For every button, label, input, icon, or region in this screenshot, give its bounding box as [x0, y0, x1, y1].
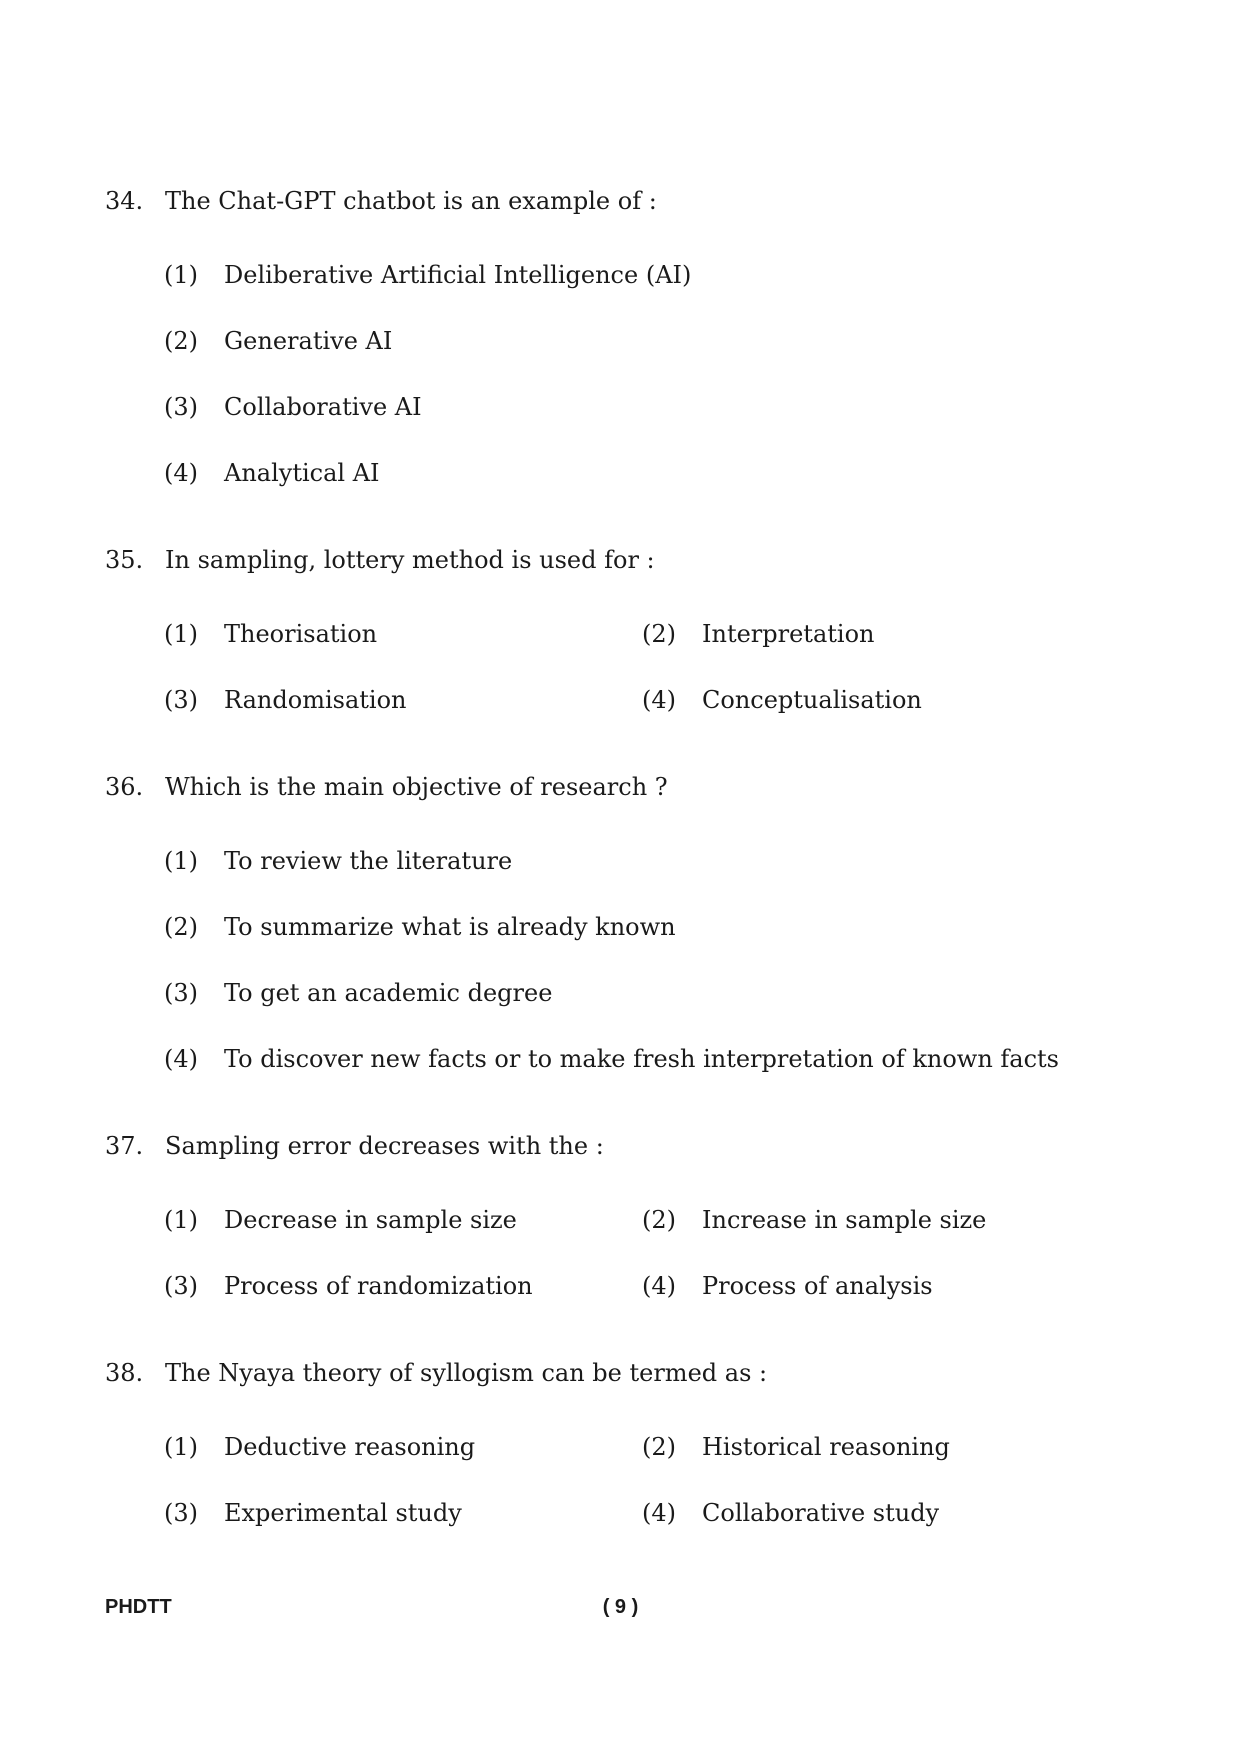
option-number: (1): [164, 620, 198, 648]
question-text: The Chat-GPT chatbot is an example of :: [165, 187, 657, 215]
option-text: Decrease in sample size: [224, 1206, 517, 1234]
paper-code: PHDTT: [105, 1596, 172, 1618]
option-number: (4): [164, 1045, 198, 1073]
question-38: [105, 1358, 767, 1388]
question-number: 36.: [105, 773, 144, 801]
option-text: To review the literature: [224, 847, 513, 875]
option-37-1: [164, 1205, 517, 1235]
option-38-2: [642, 1432, 950, 1462]
option-text: Theorisation: [224, 620, 378, 648]
option-38-4: [642, 1498, 939, 1528]
option-text: Deductive reasoning: [224, 1433, 476, 1461]
page-number: ( 9 ): [602, 1596, 639, 1618]
option-text: Deliberative Artificial Intelligence (AI): [224, 261, 692, 289]
option-text: Generative AI: [224, 327, 393, 355]
option-36-1: [164, 846, 512, 876]
question-number: 35.: [105, 546, 144, 574]
option-text: Analytical AI: [224, 459, 380, 487]
option-text: Conceptualisation: [702, 686, 922, 714]
option-35-4: [642, 685, 922, 715]
option-number: (2): [642, 620, 676, 648]
option-text: Randomisation: [224, 686, 407, 714]
option-number: (2): [642, 1206, 676, 1234]
question-number: 37.: [105, 1132, 144, 1160]
option-number: (4): [164, 459, 198, 487]
option-number: (3): [164, 393, 198, 421]
question-text: Which is the main objective of research ?: [165, 773, 668, 801]
option-text: Collaborative AI: [224, 393, 422, 421]
option-number: (3): [164, 1499, 198, 1527]
question-36: [105, 772, 668, 802]
option-35-2: [642, 619, 874, 649]
option-number: (3): [164, 979, 198, 1007]
question-text: The Nyaya theory of syllogism can be termed as :: [165, 1359, 768, 1387]
question-text: In sampling, lottery method is used for :: [165, 546, 655, 574]
option-35-3: [164, 685, 406, 715]
option-text: Increase in sample size: [702, 1206, 987, 1234]
option-text: To discover new facts or to make fresh interpretation of known facts: [224, 1045, 1059, 1073]
question-37: [105, 1131, 604, 1161]
option-text: Collaborative study: [702, 1499, 940, 1527]
option-text: Interpretation: [702, 620, 875, 648]
option-number: (3): [164, 1272, 198, 1300]
option-37-3: [164, 1271, 533, 1301]
option-number: (4): [642, 686, 676, 714]
option-34-2: [164, 326, 392, 356]
option-34-3: [164, 392, 422, 422]
question-text: Sampling error decreases with the :: [165, 1132, 604, 1160]
option-number: (1): [164, 1206, 198, 1234]
option-37-2: [642, 1205, 986, 1235]
option-36-3: [164, 978, 552, 1008]
option-number: (4): [642, 1499, 676, 1527]
option-number: (3): [164, 686, 198, 714]
option-text: Process of analysis: [702, 1272, 933, 1300]
question-35: [105, 545, 655, 575]
option-36-4: [164, 1044, 1059, 1074]
option-35-1: [164, 619, 377, 649]
option-text: Process of randomization: [224, 1272, 533, 1300]
option-38-1: [164, 1432, 475, 1462]
question-34: [105, 186, 657, 216]
option-number: (1): [164, 847, 198, 875]
question-number: 38.: [105, 1359, 144, 1387]
option-37-4: [642, 1271, 933, 1301]
option-number: (2): [164, 913, 198, 941]
option-number: (2): [642, 1433, 676, 1461]
option-number: (4): [642, 1272, 676, 1300]
option-text: Historical reasoning: [702, 1433, 950, 1461]
option-34-1: [164, 260, 691, 290]
option-text: To get an academic degree: [224, 979, 553, 1007]
option-36-2: [164, 912, 676, 942]
option-number: (1): [164, 1433, 198, 1461]
option-text: Experimental study: [224, 1499, 462, 1527]
question-number: 34.: [105, 187, 144, 215]
option-text: To summarize what is already known: [224, 913, 676, 941]
option-number: (1): [164, 261, 198, 289]
option-38-3: [164, 1498, 462, 1528]
option-number: (2): [164, 327, 198, 355]
option-34-4: [164, 458, 380, 488]
